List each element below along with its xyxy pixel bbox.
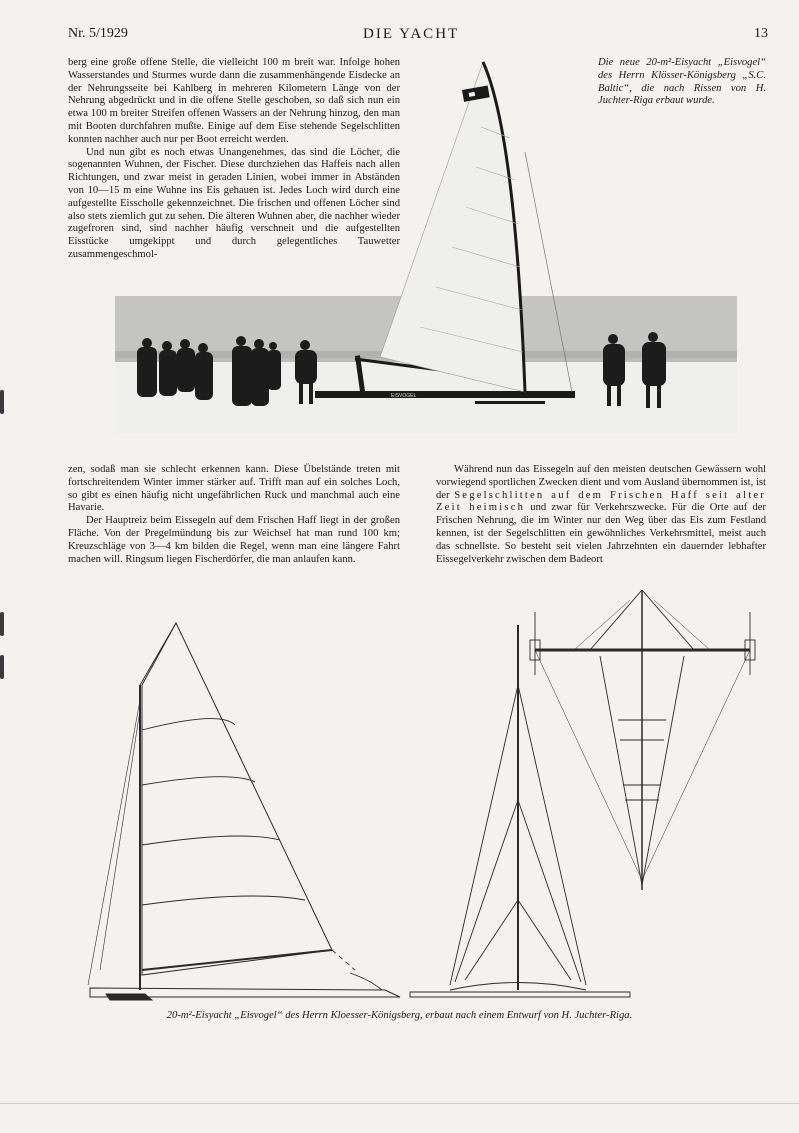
paragraph: Und nun gibt es noch etwas Unangenehmes, das sind die Löcher, die sogenannten Wuhnen, der Fischer. Diese durchziehen das Haffeis nach allen Richtungen, und zwar meist in geraden Linien, wobei immer in Abständen von 10—15 m eine Wuhne ins Eis gehauen ist. Jedes Loch wird durch eine aufgestellte Eisscholle gekennzeichnet. Die frischen und offenen Löcher sind also stets ziemlich gut zu sehen. Die älteren Wuhnen aber, die nachher wieder zugefroren sind, sind nachher häufig verschneit und die aufgestellten Eisstücke umgekippt und durch gelegentliches Tauwetter zusammengeschmol-: [68, 146, 400, 260]
mid-right-column: [436, 464, 766, 566]
issue-number: Nr. 5/1929: [68, 26, 128, 41]
technical-drawings: [70, 590, 780, 1010]
paragraph: [436, 464, 766, 566]
mid-left-column: [68, 464, 400, 566]
photo-sail: [340, 52, 580, 402]
page-bottom-rule: [0, 1103, 799, 1104]
boat-name: EISVOGEL: [391, 393, 417, 399]
scan-edge-mark: [0, 390, 4, 414]
page-header: [68, 26, 768, 46]
text-run: Während nun das Eissegeln auf den meisten deutschen Gewässern wohl vorwiegend sportlichen Zwecken dient und vom Ausland übernommen ist, ist der: [436, 464, 766, 501]
scan-edge-mark: [0, 655, 4, 679]
spaced-emphasis: Segelschlitten auf dem Frischen Haff seit alter Zeit heimisch: [436, 489, 766, 514]
construction-plans: [70, 590, 780, 1010]
drawing-caption: 20-m²-Eisyacht „Eisvogel“ des Herrn Kloesser-Königsberg, erbaut nach einem Entwurf von H. Juchter-Riga.: [166, 1010, 633, 1021]
paragraph: Der Hauptreiz beim Eissegeln auf dem Frischen Haff liegt in der großen Fläche. Von der Pregelmündung bis zur Weichsel hat man rund 100 km; Kreuzschläge von 3—4 km bilden die Regel, wenn man eine längere Fahrt machen will. Ringsum liegen Fischerdörfer, die man anlaufen kann.: [68, 515, 400, 565]
photo-caption: Die neue 20-m²-Eisyacht „Eisvogel“ des Herrn Klösser-Königsberg „S.C. Baltic“, die nach Rissen von H. Juchter-Riga erbaut wurde.: [598, 57, 766, 107]
text-run: und zwar für Verkehrszwecke. Für die Orte auf der Frischen Nehrung, die im Winter nur den Weg über das Eis zum Festland kennen, ist der Segelschlitten ein gewöhnliches Verkehrsmittel, meist auch das schnellste. So besteht seit vielen Jahrzehnten ein dauernder lebhafter Eissegelverkehr zwischen dem Badeort: [436, 502, 766, 565]
scan-edge-mark: [0, 612, 4, 636]
journal-title: DIE YACHT: [363, 26, 460, 42]
paragraph: zen, sodaß man sie schlecht erkennen kann. Diese Übelstände treten mit fortschreitendem Winter immer stärker auf. Trifft man auf ein solches Loch, so gibt es einen häufig nicht ungefährlichen Ruck und manchmal auch eine Havarie.: [68, 464, 400, 514]
page-number: 13: [754, 26, 768, 41]
paragraph: berg eine große offene Stelle, die vielleicht 100 m breit war. Infolge hohen Wasserstandes und Sturmes wurde dann die zusammenhängende Eisdecke an der Nehrungsseite bei Kahlberg in mehreren Kilometern Länge von der Nehrung abgedrückt und in die offene Stelle geschoben, so daß sich nun ein etwa 100 m breiter Streifen offenen Wassers an der Nehrung hinzog, den man mit Booten durchfahren mußte. Einige auf dem Eise stehende Segelschlitten konnten nachher auch nur per Boot erreicht werden.: [68, 57, 400, 145]
